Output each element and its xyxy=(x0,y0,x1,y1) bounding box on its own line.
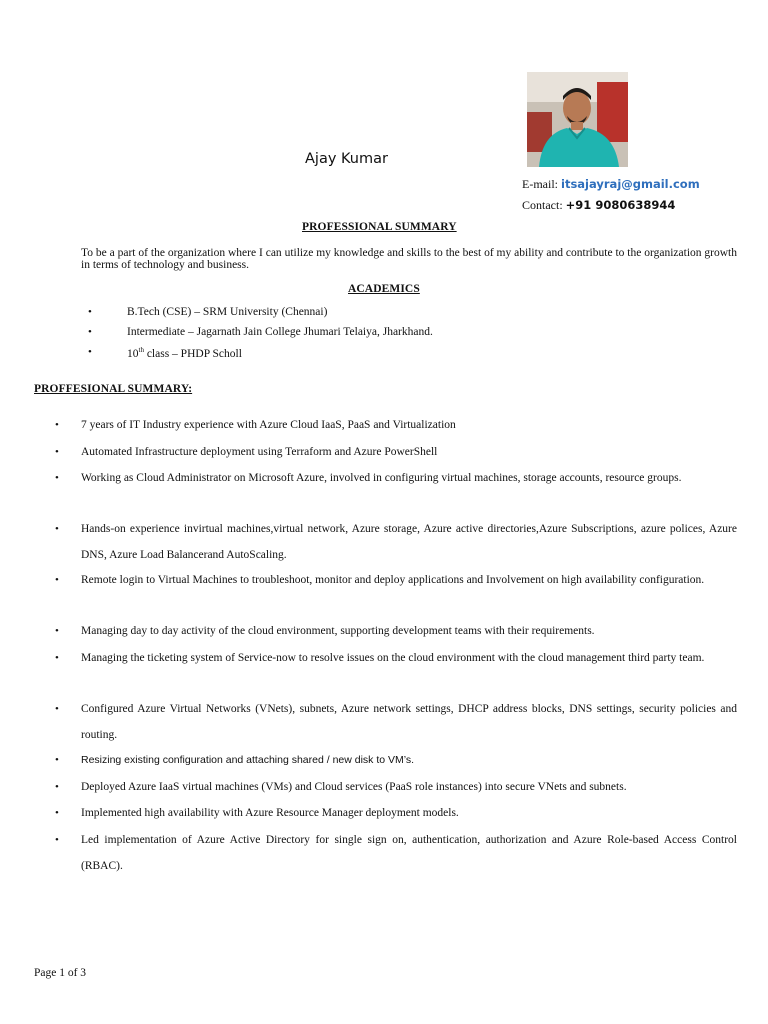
academics-heading: ACADEMICS xyxy=(348,283,420,295)
bullet-icon: • xyxy=(55,834,59,846)
bullet-icon: • xyxy=(55,781,59,793)
experience-item: Resizing existing configuration and attaching shared / new disk to VM’s. xyxy=(81,754,415,766)
email-label: E-mail: xyxy=(522,177,558,191)
contact-label: Contact: xyxy=(522,198,563,212)
experience-item: Deployed Azure IaaS virtual machines (VMs) and Cloud services (PaaS role instances) into secure VNets and subnets. xyxy=(81,781,627,793)
experience-item: Configured Azure Virtual Networks (VNets), subnets, Azure network settings, DHCP address blocks, DNS settings, security policies and routing. xyxy=(81,703,737,741)
candidate-name: Ajay Kumar xyxy=(305,151,388,167)
experience-item: Remote login to Virtual Machines to troubleshoot, monitor and deploy applications and Involvement on high availability configuration. xyxy=(81,574,705,586)
experience-item: 7 years of IT Industry experience with Azure Cloud IaaS, PaaS and Virtualization xyxy=(81,419,456,431)
bullet-icon: • xyxy=(88,346,92,358)
bullet-icon: • xyxy=(55,703,59,715)
summary-heading: PROFESSIONAL SUMMARY xyxy=(302,221,457,233)
academics-item: B.Tech (CSE) – SRM University (Chennai) xyxy=(127,306,328,318)
experience-item: Working as Cloud Administrator on Microsoft Azure, involved in configuring virtual machines, storage accounts, resource groups. xyxy=(81,472,682,484)
experience-item: Hands-on experience invirtual machines,virtual network, Azure storage, Azure active directories,Azure Subscriptions, azure polices, Azure DNS, Azure Load Balancerand AutoScaling. xyxy=(81,523,737,561)
experience-item: Managing day to day activity of the cloud environment, supporting development teams with their requirements. xyxy=(81,625,595,637)
bullet-icon: • xyxy=(55,652,59,664)
academics-item xyxy=(127,346,242,360)
ordinal-suffix: th xyxy=(138,346,144,354)
contact-number: +91 9080638944 xyxy=(565,198,676,212)
experience-heading: PROFFESIONAL SUMMARY: xyxy=(34,383,193,395)
bullet-icon: • xyxy=(55,754,59,766)
experience-item: Led implementation of Azure Active Directory for single sign on, authentication, authorization and Azure Role-based Access Control (RBAC). xyxy=(81,834,737,872)
class-number: 10 xyxy=(127,347,139,360)
bullet-icon: • xyxy=(55,446,59,458)
email-line xyxy=(522,177,700,192)
bullet-icon: • xyxy=(55,419,59,431)
academics-item: Intermediate – Jagarnath Jain College Jhumari Telaiya, Jharkhand. xyxy=(127,326,433,338)
page-number: Page 1 of 3 xyxy=(34,967,87,979)
bullet-icon: • xyxy=(88,306,92,318)
bullet-icon: • xyxy=(55,574,59,586)
bullet-icon: • xyxy=(88,326,92,338)
experience-item: Managing the ticketing system of Service-now to resolve issues on the cloud environment with the cloud management third party team. xyxy=(81,652,705,664)
bullet-icon: • xyxy=(55,523,59,535)
bullet-icon: • xyxy=(55,472,59,484)
summary-text: To be a part of the organization where I can utilize my knowledge and skills to the best of my ability and contribute to the organization growth in terms of technology and business. xyxy=(81,247,737,271)
bullet-icon: • xyxy=(55,625,59,637)
email-link[interactable]: itsajayraj@gmail.com xyxy=(561,177,700,191)
contact-line xyxy=(522,198,675,213)
bullet-icon: • xyxy=(55,807,59,819)
class-text: class – PHDP Scholl xyxy=(143,347,242,360)
experience-item: Implemented high availability with Azure Resource Manager deployment models. xyxy=(81,807,459,819)
profile-photo xyxy=(527,72,628,167)
experience-item: Automated Infrastructure deployment using Terraform and Azure PowerShell xyxy=(81,446,438,458)
